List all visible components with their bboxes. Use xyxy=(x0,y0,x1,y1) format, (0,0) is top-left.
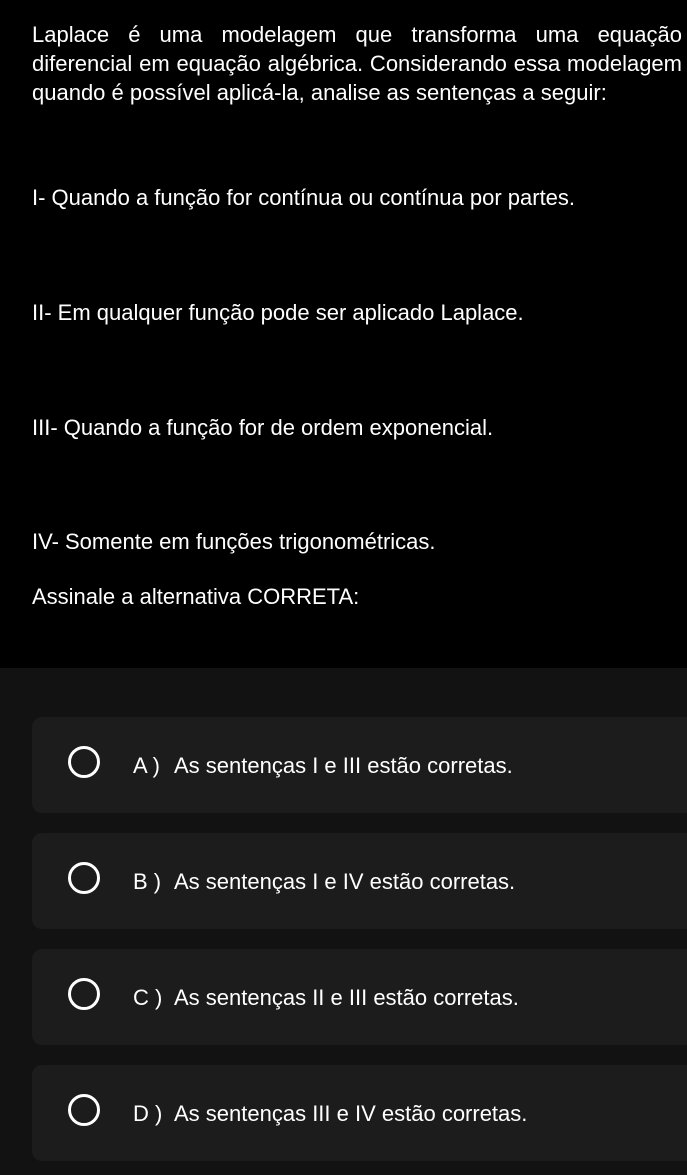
alternative-text: As sentenças I e III estão corretas. xyxy=(174,753,513,778)
alternative-c[interactable] xyxy=(32,949,687,1045)
alternative-letter: A ) xyxy=(133,753,160,778)
radio-circle-icon[interactable] xyxy=(68,746,100,778)
alternative-letter: C ) xyxy=(133,985,163,1010)
alternative-a[interactable] xyxy=(32,717,687,813)
sentence-iv: IV- Somente em funções trigonométricas. xyxy=(32,529,436,554)
alternative-letter: B ) xyxy=(133,869,162,894)
alternative-text: As sentenças II e III estão corretas. xyxy=(174,985,519,1010)
sentence-ii: II- Em qualquer função pode ser aplicado Laplace. xyxy=(32,300,524,325)
question-prompt: Assinale a alternativa CORRETA: xyxy=(32,584,360,609)
radio-circle-icon[interactable] xyxy=(68,862,100,894)
radio-circle-icon[interactable] xyxy=(68,1094,100,1126)
question-stem: Laplace é uma modelagem que transforma uma equação diferencial em equação algébrica. Considerando essa modelagem quando é possível aplicá-la, analise as sentenças a seguir: xyxy=(32,22,682,105)
alternative-letter: D ) xyxy=(133,1101,163,1126)
alternative-b[interactable] xyxy=(32,833,687,929)
sentence-iii: III- Quando a função for de ordem exponencial. xyxy=(32,415,494,440)
alternative-text: As sentenças III e IV estão corretas. xyxy=(174,1101,528,1126)
sentence-i: I- Quando a função for contínua ou contínua por partes. xyxy=(32,185,576,210)
alternative-d[interactable] xyxy=(32,1065,687,1161)
alternative-text: As sentenças I e IV estão corretas. xyxy=(174,869,516,894)
radio-circle-icon[interactable] xyxy=(68,978,100,1010)
